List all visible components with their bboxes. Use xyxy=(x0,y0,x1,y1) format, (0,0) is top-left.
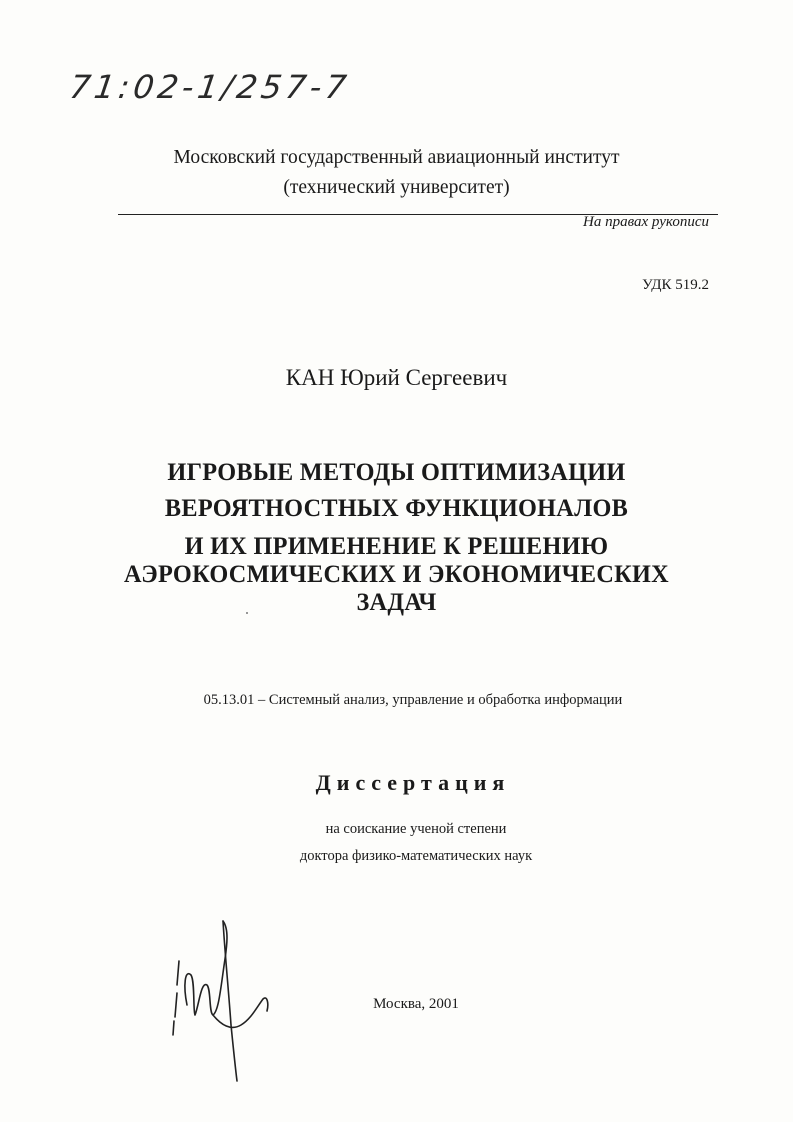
thesis-title xyxy=(0,455,793,617)
institute-subtitle: (технический университет) xyxy=(283,177,510,198)
degree-line: на соискание ученой степени xyxy=(325,821,507,837)
title-line: ВЕРОЯТНОСТНЫХ ФУНКЦИОНАЛОВ xyxy=(164,495,629,522)
city-year: Москва, 2001 xyxy=(373,996,459,1012)
handwritten-catalog-number: 71:02-1/257-7 xyxy=(67,68,353,106)
scan-speck xyxy=(246,612,248,614)
udk-code: УДК 519.2 xyxy=(642,277,709,293)
specialty-code: 05.13.01 – Системный анализ, управление и обработка информации xyxy=(203,692,623,708)
degree-line: доктора физико-математических наук xyxy=(299,848,533,864)
title-line: ЗАДАЧ xyxy=(356,589,437,616)
document-type: Диссертация xyxy=(315,770,511,795)
degree-info xyxy=(0,816,793,870)
institute-name: Московский государственный авиационный институт xyxy=(173,147,620,168)
title-line: ИГРОВЫЕ МЕТОДЫ ОПТИМИЗАЦИИ xyxy=(167,459,626,486)
title-line: И ИХ ПРИМЕНЕНИЕ К РЕШЕНИЮ xyxy=(184,533,609,560)
manuscript-rights-note: На правах рукописи xyxy=(583,214,709,230)
author-name: КАН Юрий Сергеевич xyxy=(285,365,508,390)
title-line: АЭРОКОСМИЧЕСКИХ И ЭКОНОМИЧЕСКИХ xyxy=(124,561,669,588)
